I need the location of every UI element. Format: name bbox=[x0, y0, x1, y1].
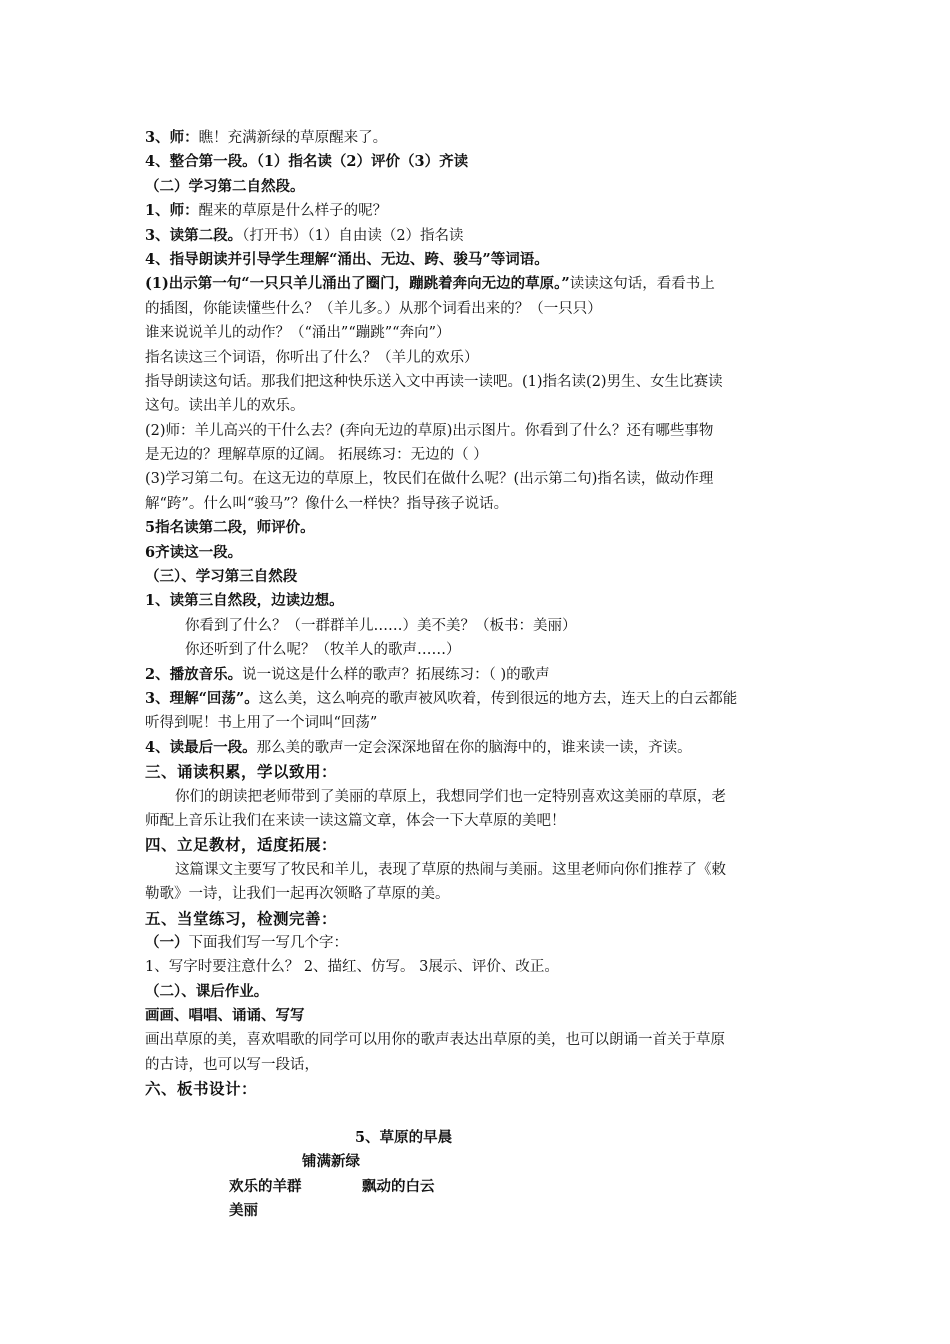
body-line: (2)师：羊儿高兴的干什么去？(奔向无边的草原)出示图片。你看到了什么？还有哪些事物 bbox=[145, 422, 714, 439]
step-label: 3、读第二段。 bbox=[145, 226, 243, 244]
step-5: 5指名读第二段，师评价。 bbox=[145, 519, 315, 537]
step-text: 这么美，这么响亮的歌声被风吹着，传到很远的地方去，连天上的白云都能 bbox=[258, 690, 738, 707]
subsection-2-heading: （二）学习第二自然段。 bbox=[145, 177, 305, 195]
step-1-read: 1、读第三自然段，边读边想。 bbox=[145, 592, 344, 610]
section-5-heading: 五、当堂练习，检测完善： bbox=[145, 908, 338, 928]
body-line: 1、写字时要注意什么？ 2、描红、仿写。 3展示、评价、改正。 bbox=[145, 959, 559, 976]
subsection-3-heading: （三）、学习第三自然段 bbox=[145, 568, 298, 586]
sentence-1-prompt bbox=[145, 272, 810, 296]
lesson-plan-body bbox=[145, 126, 810, 1102]
step-label: (1)出示第一句“一只只羊儿涌出了圈门，蹦跳着奔向无边的草原。” bbox=[145, 275, 570, 293]
step-text: 说一说这是什么样的歌声？拓展练习：（ )的歌声 bbox=[242, 666, 550, 683]
step-label: 1、师： bbox=[145, 202, 199, 220]
body-line: 的插图，你能读懂些什么？（羊儿多。）从那个词看出来的？（一只只） bbox=[145, 300, 602, 317]
body-line: 师配上音乐让我们在来读一读这篇文章，体会一下大草原的美吧！ bbox=[145, 812, 566, 829]
step-text: 瞧！充满新绿的草原醒来了。 bbox=[198, 130, 388, 146]
body-line: 勒歌》一诗，让我们一起再次领略了草原的美。 bbox=[145, 886, 450, 903]
body-line: 解“跨”。什么叫“骏马”？像什么一样快？指导孩子说话。 bbox=[145, 495, 509, 512]
section-6-heading: 六、板书设计： bbox=[145, 1079, 258, 1099]
subsection-5-1 bbox=[145, 931, 810, 955]
section-4-heading: 四、立足教材，适度拓展： bbox=[145, 835, 338, 855]
body-line: 你还听到了什么呢？（牧羊人的歌声……） bbox=[185, 642, 461, 659]
body-line: (3)学习第二句。在这无边的草原上，牧民们在做什么呢？(出示第二句)指名读，做动作理 bbox=[145, 471, 714, 488]
body-line: 你看到了什么？（一群群羊儿……）美不美？（板书：美丽） bbox=[185, 617, 577, 634]
body-line: 是无边的？理解草原的辽阔。 拓展练习：无边的（ ） bbox=[145, 447, 488, 464]
body-line: 指名读这三个词语，你听出了什么？（羊儿的欢乐） bbox=[145, 349, 479, 366]
body-line: 听得到呢！书上用了一个词叫“回荡” bbox=[145, 715, 378, 732]
body-line: 指导朗读这句话。那我们把这种快乐送入文中再读一读吧。(1)指名读(2)男生、女生比赛读 bbox=[145, 373, 723, 390]
step-2-music bbox=[145, 663, 810, 687]
step-3-read bbox=[145, 224, 810, 248]
subsection-5-2: （二）、课后作业。 bbox=[145, 982, 269, 1000]
body-line: 这句。读出羊儿的欢乐。 bbox=[145, 398, 305, 415]
step-text: 那么美的歌声一定会深深地留在你的脑海中的，谁来读一读，齐读。 bbox=[256, 739, 692, 756]
step-4-guide: 4、指导朗读并引导学生理解“涌出、无边、跨、骏马”等词语。 bbox=[145, 250, 549, 268]
step-1-teacher bbox=[145, 199, 810, 223]
body-line: 画出草原的美，喜欢唱歌的同学可以用你的歌声表达出草原的美，也可以朗诵一首关于草原 bbox=[145, 1032, 725, 1049]
step-label: 3、理解“回荡”。 bbox=[145, 689, 259, 707]
section-3-heading: 三、诵读积累，学以致用： bbox=[145, 762, 338, 782]
board-left: 欢乐的羊群 bbox=[229, 1178, 302, 1195]
body-line: 的古诗，也可以写一段话， bbox=[145, 1056, 319, 1073]
step-label: 3、师： bbox=[145, 129, 199, 146]
step-text: 下面我们写一写几个字： bbox=[188, 934, 348, 951]
board-bottom: 美丽 bbox=[229, 1202, 258, 1219]
board-right: 飘动的白云 bbox=[362, 1178, 435, 1195]
homework-title: 画画、唱唱、诵诵、写写 bbox=[145, 1007, 305, 1025]
step-4-integrate: 4、整合第一段。（1）指名读（2）评价（3）齐读 bbox=[145, 153, 469, 171]
board-title: 5、草原的早晨 bbox=[355, 1129, 453, 1146]
body-line: 谁来说说羊儿的动作？（“涌出”“蹦跳”“奔向”） bbox=[145, 325, 451, 342]
step-3-understand bbox=[145, 687, 810, 711]
board-line-1: 铺满新绿 bbox=[302, 1153, 360, 1170]
step-3-teacher bbox=[145, 126, 810, 150]
body-line: 这篇课文主要写了牧民和羊儿，表现了草原的热闹与美丽。这里老师向你们推荐了《敕 bbox=[175, 861, 726, 878]
step-text: 醒来的草原是什么样子的呢？ bbox=[198, 203, 388, 220]
step-text: 读读这句话，看看书上 bbox=[569, 276, 715, 293]
body-line: 你们的朗读把老师带到了美丽的草原上，我想同学们也一定特别喜欢这美丽的草原，老 bbox=[175, 788, 726, 805]
step-4-last bbox=[145, 736, 810, 760]
step-label: 2、播放音乐。 bbox=[145, 665, 243, 683]
step-label: 4、读最后一段。 bbox=[145, 738, 257, 756]
step-label: （一） bbox=[145, 933, 189, 951]
step-text: （打开书）（1）自由读（2）指名读 bbox=[242, 227, 464, 244]
step-6: 6齐读这一段。 bbox=[145, 543, 243, 561]
